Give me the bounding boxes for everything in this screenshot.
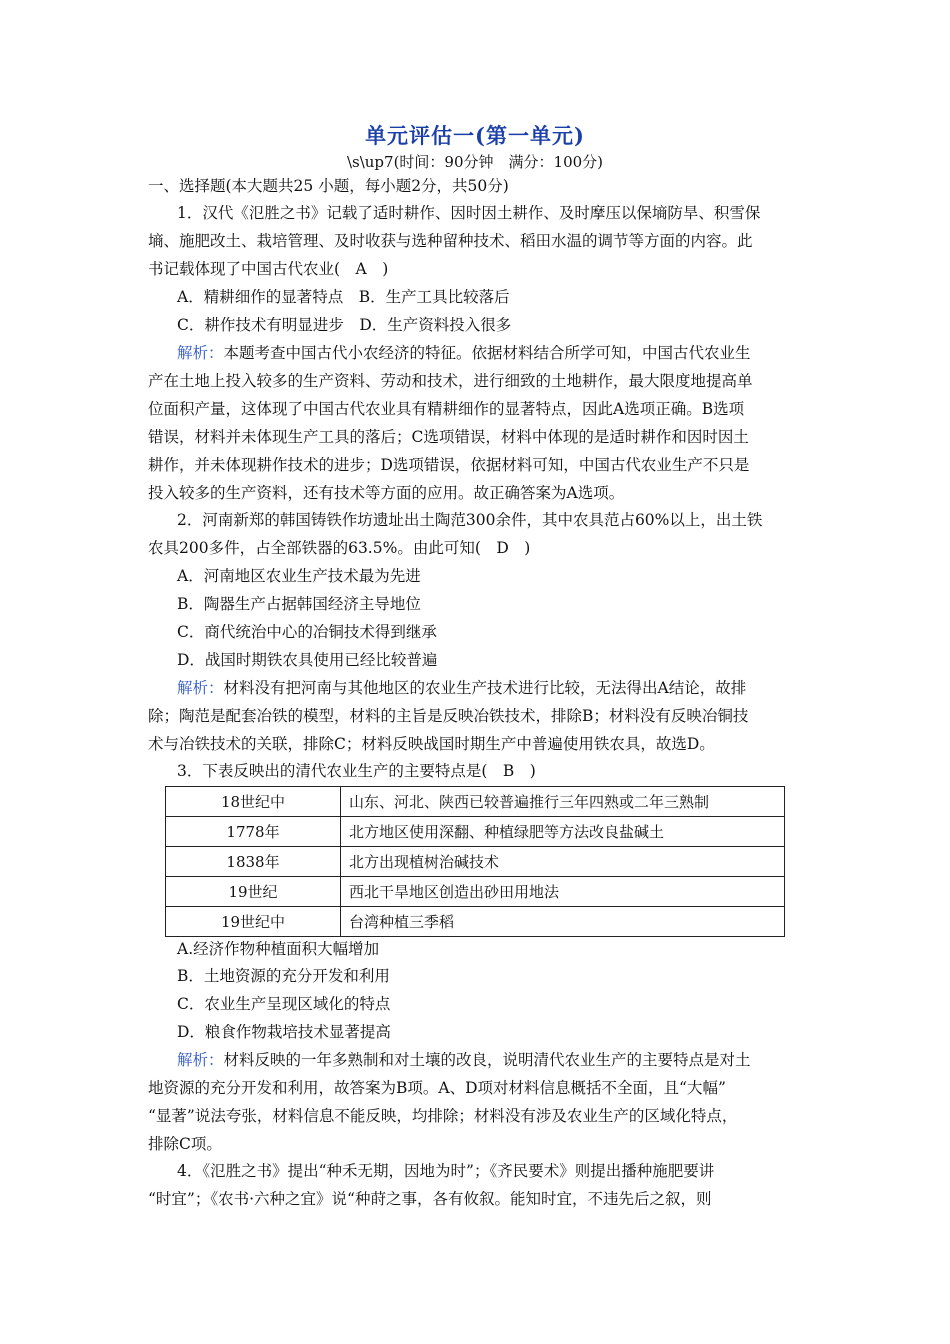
q1-stem-line: 书记载体现了中国古代农业( A ) [148,260,389,278]
table-row [166,877,785,907]
q3-option-line: A.经济作物种植面积大幅增加 [177,940,380,958]
page-title: 单元评估一(第一单元) [365,123,585,148]
q2-stem-line: 农具200多件，占全部铁器的63.5%。由此可知( D ) [148,539,531,557]
q3-option-line: B．土地资源的充分开发和利用 [177,967,390,985]
table-cell-event: 山东、河北、陕西已较普遍推行三年四熟或二年三熟制 [341,787,785,817]
q3-analysis-first [177,1050,807,1070]
analysis-text: 材料反映的一年多熟制和对土壤的改良，说明清代农业生产的主要特点是对土 [223,1051,751,1069]
q3-table [165,786,785,937]
table-cell-time: 19世纪 [166,877,341,907]
q3-option-line: D．粮食作物栽培技术显著提高 [177,1023,391,1041]
table-cell-event: 西北干旱地区创造出砂田用地法 [341,877,785,907]
q3-option-line: C．农业生产呈现区域化的特点 [177,995,391,1013]
q1-analysis-line: 位面积产量，这体现了中国古代农业具有精耕细作的显著特点，因此A选项正确。B选项 [148,400,745,418]
q2-analysis-line: 术与冶铁技术的关联，排除C；材料反映战国时期生产中普遍使用铁农具，故选D。 [148,735,715,753]
q2-stem-line: 2．河南新郑的韩国铸铁作坊遗址出土陶范300余件，其中农具范占60%以上，出土铁 [177,511,763,529]
table-cell-time: 1838年 [166,847,341,877]
page-subtitle: \s\up7(时间：90分钟 满分：100分) [346,153,604,171]
table-cell-time: 1778年 [166,817,341,847]
q4-stem-line: “时宜”；《农书·六种之宜》说“种莳之事，各有攸叙。能知时宜，不违先后之叙，则 [148,1190,712,1208]
q2-option-line: C．商代统治中心的冶铜技术得到继承 [177,623,437,641]
table-cell-event: 北方出现植树治碱技术 [341,847,785,877]
q1-option-line: A．精耕细作的显著特点 B．生产工具比较落后 [177,288,510,306]
q2-option-line: B．陶器生产占据韩国经济主导地位 [177,595,421,613]
q2-option-line: A．河南地区农业生产技术最为先进 [177,567,421,585]
analysis-text: 本题考查中国古代小农经济的特征。依据材料结合所学可知，中国古代农业生 [223,344,751,362]
q1-analysis-first [177,343,807,363]
table-row [166,817,785,847]
q2-analysis-line: 除；陶范是配套冶铁的模型，材料的主旨是反映冶铁技术，排除B；材料没有反映冶铜技 [148,707,749,725]
table-cell-event: 北方地区使用深翻、种植绿肥等方法改良盐碱土 [341,817,785,847]
q1-option-line: C．耕作技术有明显进步 D．生产资料投入很多 [177,316,512,334]
table-cell-time: 18世纪中 [166,787,341,817]
q1-analysis-line: 投入较多的生产资料，还有技术等方面的应用。故正确答案为A选项。 [148,484,625,502]
q2-option-line: D．战国时期铁农具使用已经比较普遍 [177,651,438,669]
q4-stem-line: 4．《氾胜之书》提出“种禾无期，因地为时”；《齐民要术》则提出播种施肥要讲 [177,1162,715,1180]
table-row [166,907,785,937]
table-row [166,787,785,817]
analysis-label: 解析： [177,679,224,697]
q2-analysis-first [177,678,807,698]
q3-stem: 3．下表反映出的清代农业生产的主要特点是( B ) [177,762,536,780]
q3-analysis-line: 排除C项。 [148,1135,222,1153]
analysis-label: 解析： [177,1051,224,1069]
q1-stem-line: 1．汉代《氾胜之书》记载了适时耕作、因时因土耕作、及时摩压以保墒防旱、积雪保 [177,204,761,222]
table-cell-time: 19世纪中 [166,907,341,937]
section-heading: 一、选择题(本大题共25 小题，每小题2分，共50分) [148,177,509,195]
q1-analysis-line: 耕作，并未体现耕作技术的进步；D选项错误，依据材料可知，中国古代农业生产不只是 [148,456,750,474]
analysis-text: 材料没有把河南与其他地区的农业生产技术进行比较，无法得出A结论，故排 [223,679,747,697]
q1-analysis-line: 产在土地上投入较多的生产资料、劳动和技术，进行细致的土地耕作，最大限度地提高单 [148,372,753,390]
q3-analysis-line: 地资源的充分开发和利用，故答案为B项。A、D项对材料信息概括不全面，且“大幅” [148,1079,726,1097]
table-cell-event: 台湾种植三季稻 [341,907,785,937]
table-row [166,847,785,877]
q1-stem-line: 墒、施肥改土、栽培管理、及时收获与选种留种技术、稻田水温的调节等方面的内容。此 [148,232,753,250]
q1-analysis-line: 错误，材料并未体现生产工具的落后；C选项错误，材料中体现的是适时耕作和因时因土 [148,428,749,446]
q3-analysis-line: “显著”说法夸张，材料信息不能反映，均排除；材料没有涉及农业生产的区域化特点， [148,1107,738,1125]
analysis-label: 解析： [177,344,224,362]
